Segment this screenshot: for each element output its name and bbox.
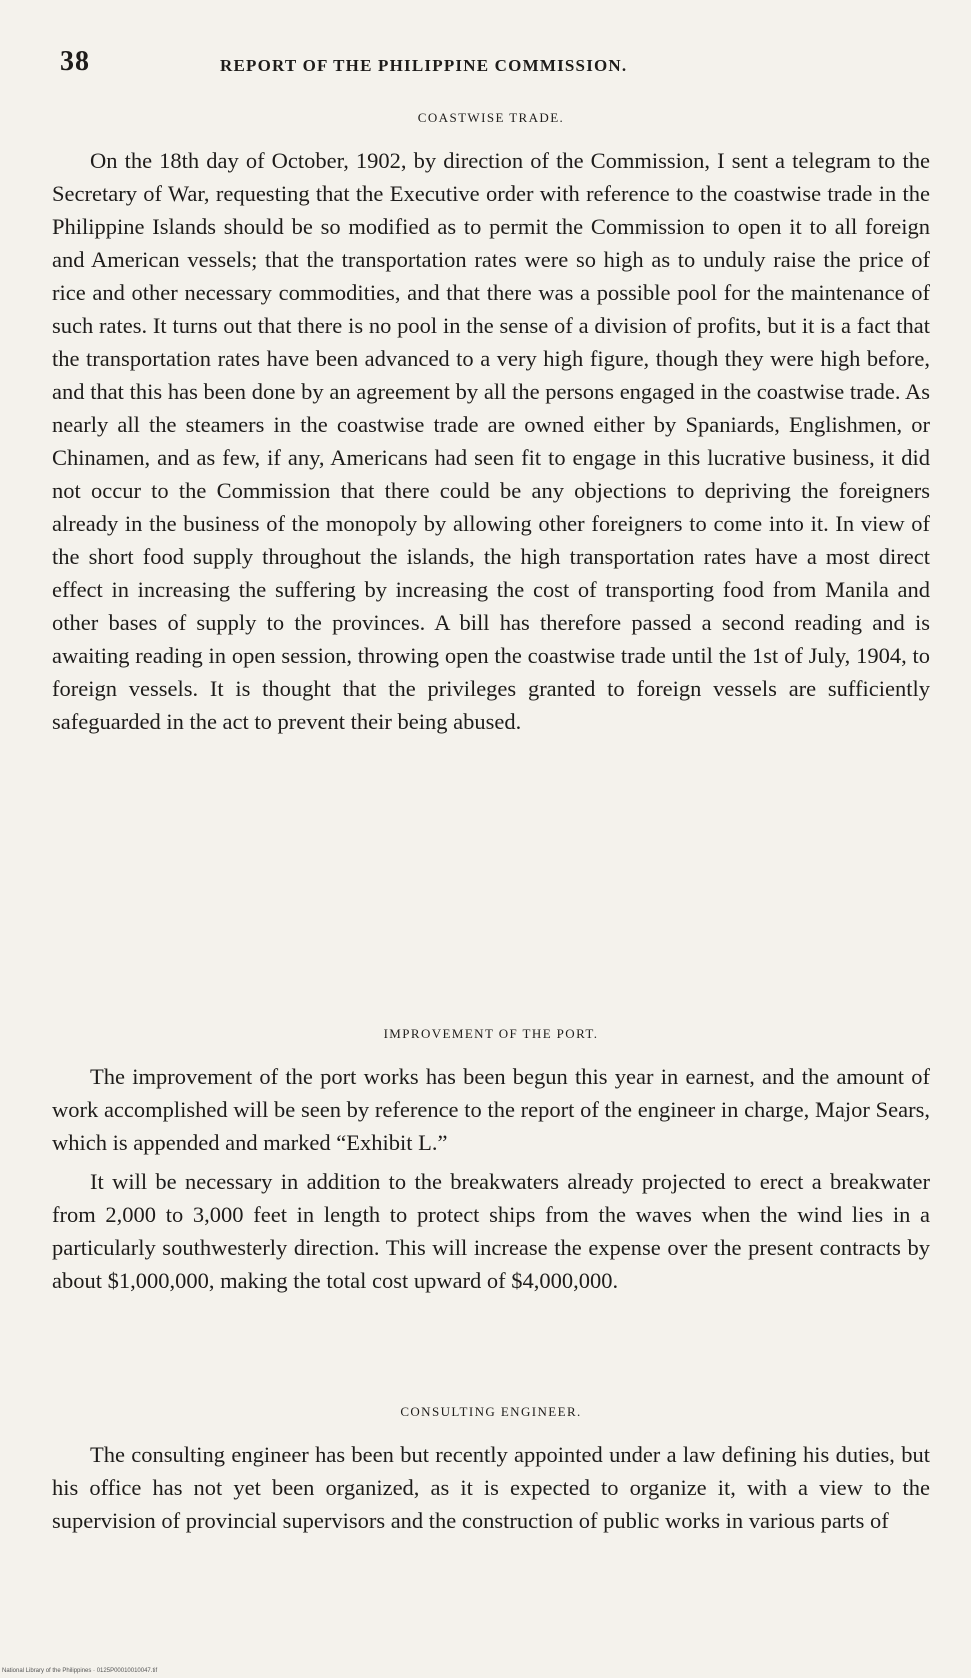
section-consulting-engineer <box>52 1404 930 1537</box>
section-heading: CONSULTING ENGINEER. <box>400 1404 582 1419</box>
running-title: REPORT OF THE PHILIPPINE COMMISSION. <box>220 56 628 75</box>
paragraph: On the 18th day of October, 1902, by direction of the Commission, I sent a telegram to the Secretary of War, requesting that the Executive order with reference to the coastwise trade in the Philippine Islands should be so modified as to permit the Commission to open it to all foreign and American vessels; that the transportation rates were so high as to unduly raise the price of rice and other necessary commodities, and that there was a possible pool for the maintenance of such rates. It turns out that there is no pool in the sense of a division of profits, but it is a fact that the transportation rates have been advanced to a very high figure, though they were high before, and that this has been done by an agreement by all the persons engaged in the coastwise trade. As nearly all the steamers in the coastwise trade are owned either by Spaniards, Englishmen, or Chinamen, and as few, if any, Americans had seen fit to engage in this lucrative business, it did not occur to the Commission that there could be any objections to depriving the foreigners already in the business of the monopoly by allowing other foreigners to come into it. In view of the short food supply throughout the islands, the high transportation rates have a most direct effect in increasing the suffering by increasing the cost of transporting food from Manila and other bases of supply to the provinces. A bill has therefore passed a second reading and is awaiting reading in open session, throwing open the coastwise trade until the 1st of July, 1904, to foreign vessels. It is thought that the privileges granted to foreign vessels are sufficiently safeguarded in the act to prevent their being abused. <box>52 148 930 734</box>
paragraph: The improvement of the port works has been begun this year in earnest, and the amount of work accomplished will be seen by reference to the report of the engineer in charge, Major Sears, which is appended and marked “Exhibit L.” <box>52 1064 930 1155</box>
section-coastwise-trade <box>52 110 930 738</box>
section-heading: IMPROVEMENT OF THE PORT. <box>383 1026 599 1041</box>
paragraph: It will be necessary in addition to the breakwaters already projected to erect a breakwater from 2,000 to 3,000 feet in length to protect ships from the waves when the wind lies in a particularly southwesterly direction. This will increase the expense over the present contracts by about $1,000,000, making the total cost upward of $4,000,000. <box>52 1169 930 1293</box>
section-heading: COASTWISE TRADE. <box>417 110 565 125</box>
page-number: 38 <box>60 46 90 77</box>
scan-footer-mark: National Library of the Philippines · 0125P00010010047.tif <box>2 1668 158 1674</box>
paragraph: The consulting engineer has been but recently appointed under a law defining his duties, but his office has not yet been organized, as it is expected to organize it, with a view to the supervision of provincial supervisors and the construction of public works in various parts of <box>52 1442 930 1533</box>
section-improvement-of-port <box>52 1026 930 1297</box>
